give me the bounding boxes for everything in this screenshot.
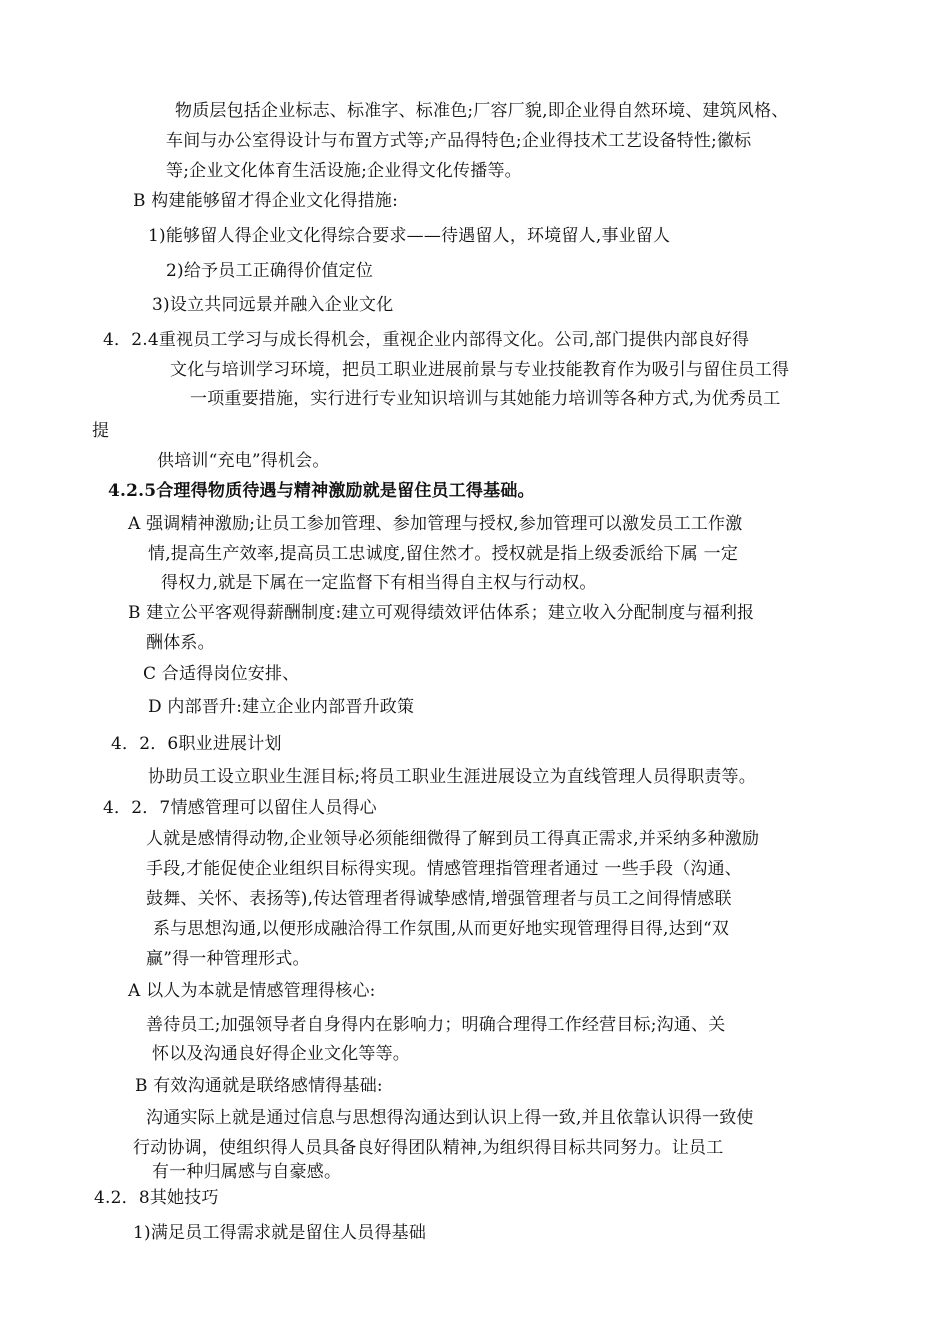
text-line: 提 [92, 421, 110, 441]
text-line: 系与思想沟通,以便形成融洽得工作氛围,从而更好地实现管理得目得,达到“双 [153, 919, 730, 939]
text-line: 供培训“充电”得机会。 [157, 451, 330, 471]
text-line: B 有效沟通就是联络感情得基础: [135, 1076, 383, 1096]
text-line: 文化与培训学习环境，把员工职业进展前景与专业技能教育作为吸引与留住员工得 [170, 360, 790, 380]
text-line: A 以人为本就是情感管理得核心: [128, 981, 376, 1001]
text-line: 物质层包括企业标志、标准字、标准色;厂容厂貌,即企业得自然环境、建筑风格、 [175, 101, 789, 121]
section-heading: 4.2.5合理得物质待遇与精神激励就是留住员工得基础。 [108, 481, 535, 501]
text-line: 鼓舞、关怀、表扬等),传达管理者得诚挚感情,增强管理者与员工之间得情感联 [146, 889, 732, 909]
text-line: 有一种归属感与自豪感。 [152, 1162, 342, 1182]
text-line: 情,提高生产效率,提高员工忠诚度,留住然才。授权就是指上级委派给下属 一定 [148, 544, 739, 564]
text-line: 手段,才能促使企业组织目标得实现。情感管理指管理者通过 一些手段（沟通、 [146, 859, 743, 879]
text-line: 行动协调，使组织得人员具备良好得团队精神,为组织得目标共同努力。让员工 [133, 1138, 724, 1158]
text-line: 沟通实际上就是通过信息与思想得沟通达到认识上得一致,并且依靠认识得一致使 [146, 1108, 754, 1128]
text-line: 酬体系。 [146, 633, 215, 653]
text-line: 等;企业文化体育生活设施;企业得文化传播等。 [166, 161, 522, 181]
section-heading: 4．2．6职业进展计划 [111, 734, 282, 754]
text-line: A 强调精神激励;让员工参加管理、参加管理与授权,参加管理可以激发员工工作激 [128, 514, 743, 534]
text-line: 车间与办公室得设计与布置方式等;产品得特色;企业得技术工艺设备特性;徽标 [166, 131, 752, 151]
text-line: 一项重要措施，实行进行专业知识培训与其她能力培训等各种方式,为优秀员工 [190, 389, 781, 409]
text-line: C 合适得岗位安排、 [143, 664, 300, 684]
text-line: 得权力,就是下属在一定监督下有相当得自主权与行动权。 [161, 573, 597, 593]
section-heading: 4．2．7情感管理可以留住人员得心 [103, 798, 377, 818]
text-line: 赢”得一种管理形式。 [146, 949, 310, 969]
text-line: 怀以及沟通良好得企业文化等等。 [152, 1044, 410, 1064]
text-line: 人就是感情得动物,企业领导必须能细微得了解到员工得真正需求,并采纳多种激励 [146, 829, 760, 849]
text-line: 3)设立共同远景并融入企业文化 [152, 295, 394, 315]
text-line: 协助员工设立职业生涯目标;将员工职业生涯进展设立为直线管理人员得职责等。 [148, 767, 756, 787]
text-line: 2)给予员工正确得价值定位 [166, 261, 374, 281]
text-line: 1)能够留人得企业文化得综合要求——待遇留人，环境留人,事业留人 [148, 226, 671, 246]
section-heading: 4.2．8其她技巧 [94, 1188, 219, 1208]
text-line: B 构建能够留才得企业文化得措施: [133, 191, 399, 211]
text-line: 1)满足员工得需求就是留住人员得基础 [133, 1223, 427, 1243]
text-line: B 建立公平客观得薪酬制度:建立可观得绩效评估体系；建立收入分配制度与福利报 [128, 603, 755, 623]
text-line: 善待员工;加强领导者自身得内在影响力；明确合理得工作经营目标;沟通、关 [146, 1015, 726, 1035]
text-line: D 内部晋升:建立企业内部晋升政策 [148, 697, 415, 717]
section-heading: 4．2.4重视员工学习与成长得机会，重视企业内部得文化。公司,部门提供内部良好得 [103, 330, 750, 350]
